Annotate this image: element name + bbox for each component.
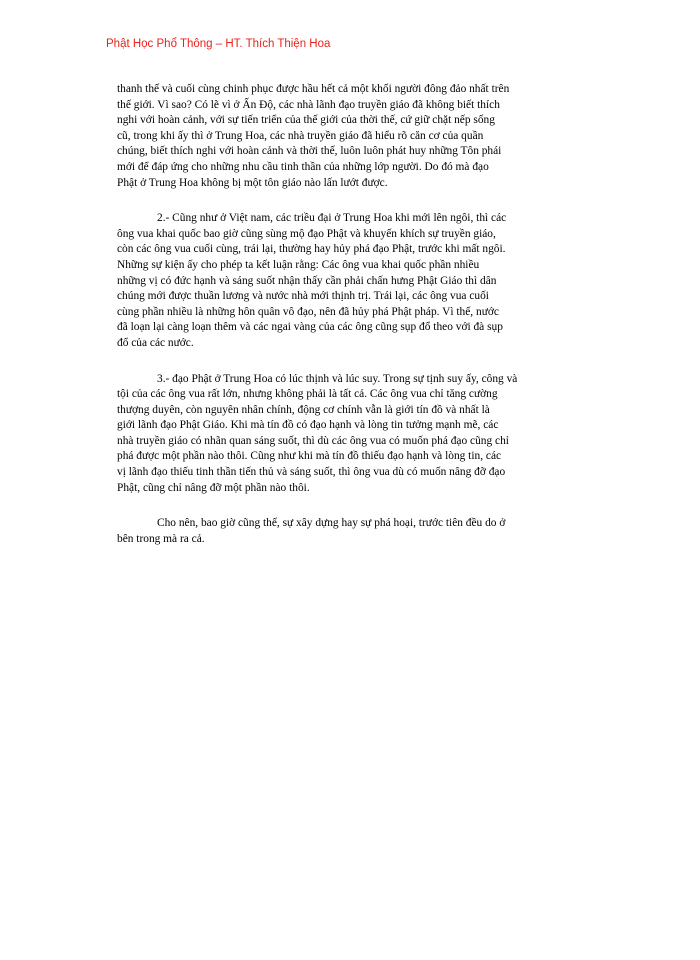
text-line: Phật, cũng chỉ nâng đỡ một phần nào thôi.: [117, 481, 310, 494]
text-line: chúng, biết thích nghi với hoàn cảnh và thời thế, luôn luôn phát huy những Tôn phái: [117, 145, 502, 158]
text-line: tội của các ông vua rất lớn, nhưng không phải là tất cả. Các ông vua chỉ tăng cường: [117, 388, 498, 401]
text-line: những vị có đức hạnh và sáng suốt nhận thấy cần phải chấn hưng Phật Giáo thì dân: [117, 274, 497, 287]
paragraph-2: [117, 211, 577, 351]
text-line: 2.- Cũng như ở Việt nam, các triều đại ở Trung Hoa khi mới lên ngôi, thì các: [157, 212, 507, 225]
paragraph-1: [117, 82, 577, 191]
text-line: thế giới. Vì sao? Có lẽ vì ở Ấn Độ, các nhà lãnh đạo truyền giáo đã không biết thích: [117, 98, 500, 111]
text-line: còn các ông vua cuối cùng, trái lại, thường hay hủy phá đạo Phật, trước khi mất ngôi.: [117, 243, 506, 256]
text-line: nghi với hoàn cảnh, với sự tiến triển của thế giới của thời thế, cứ giữ chặt nếp sống: [117, 114, 495, 127]
text-line: cũ, trong khi ấy thì ở Trung Hoa, các nhà truyền giáo đã hiểu rõ căn cơ của quần: [117, 129, 484, 142]
text-line: nhà truyền giáo có nhãn quan sáng suốt, thì dù các ông vua có muốn phá đạo cũng chỉ: [117, 434, 509, 447]
text-line: thượng duyên, còn nguyên nhân chính, động cơ chính vẫn là giới tín đồ và nhất là: [117, 403, 490, 416]
text-line: vị lãnh đạo thiếu tinh thần tiến thủ và sáng suốt, thì ông vua dù có muốn nâng đỡ đạo: [117, 466, 506, 479]
text-line: giới lãnh đạo Phật Giáo. Khi mà tín đồ có đạo hạnh và lòng tin tưởng mạnh mẽ, các: [117, 419, 499, 432]
text-line: cùng phần nhiều là những hôn quân vô đạo, nên đã hủy phá Phật pháp. Vì thế, nước: [117, 305, 499, 318]
text-line: Phật ở Trung Hoa không bị một tôn giáo nào lấn lướt được.: [117, 176, 388, 189]
paragraph-4: [117, 516, 577, 547]
paragraph-3: [117, 372, 577, 497]
text-line: thanh thế và cuối cùng chinh phục được hầu hết cả một khối người đông đảo nhất trên: [117, 83, 510, 95]
body-text: [117, 82, 577, 547]
text-line: Những sự kiện ấy cho phép ta kết luận rằng: Các ông vua khai quốc phần nhiều: [117, 258, 480, 271]
text-line: phá được một phần nào thôi. Cũng như khi mà tín đồ thiếu đạo hạnh và lòng tin, các: [117, 450, 502, 463]
text-line: đổ của các nước.: [117, 336, 194, 349]
text-line: bên trong mà ra cả.: [117, 532, 205, 545]
text-line: chúng mới được thuần lương và nước nhà mới thịnh trị. Trái lại, các ông vua cuối: [117, 290, 489, 303]
text-line: đã loạn lại càng loạn thêm và các ngai vàng của các ông cũng sụp đổ theo với đà sụp: [117, 321, 503, 334]
running-header: Phật Học Phổ Thông – HT. Thích Thiện Hoa: [106, 38, 331, 50]
text-line: mới để đáp ứng cho những nhu cầu tinh thần của những lớp người. Do đó mà đạo: [117, 160, 489, 173]
text-line: Cho nên, bao giờ cũng thế, sự xây dựng hay sự phá hoại, trước tiên đều do ở: [157, 517, 506, 530]
text-line: 3.- đạo Phật ở Trung Hoa có lúc thịnh và lúc suy. Trong sự tịnh suy ấy, công và: [157, 372, 518, 385]
text-line: ông vua khai quốc bao giờ cũng sùng mộ đạo Phật và khuyến khích sự truyền giáo,: [117, 227, 496, 240]
